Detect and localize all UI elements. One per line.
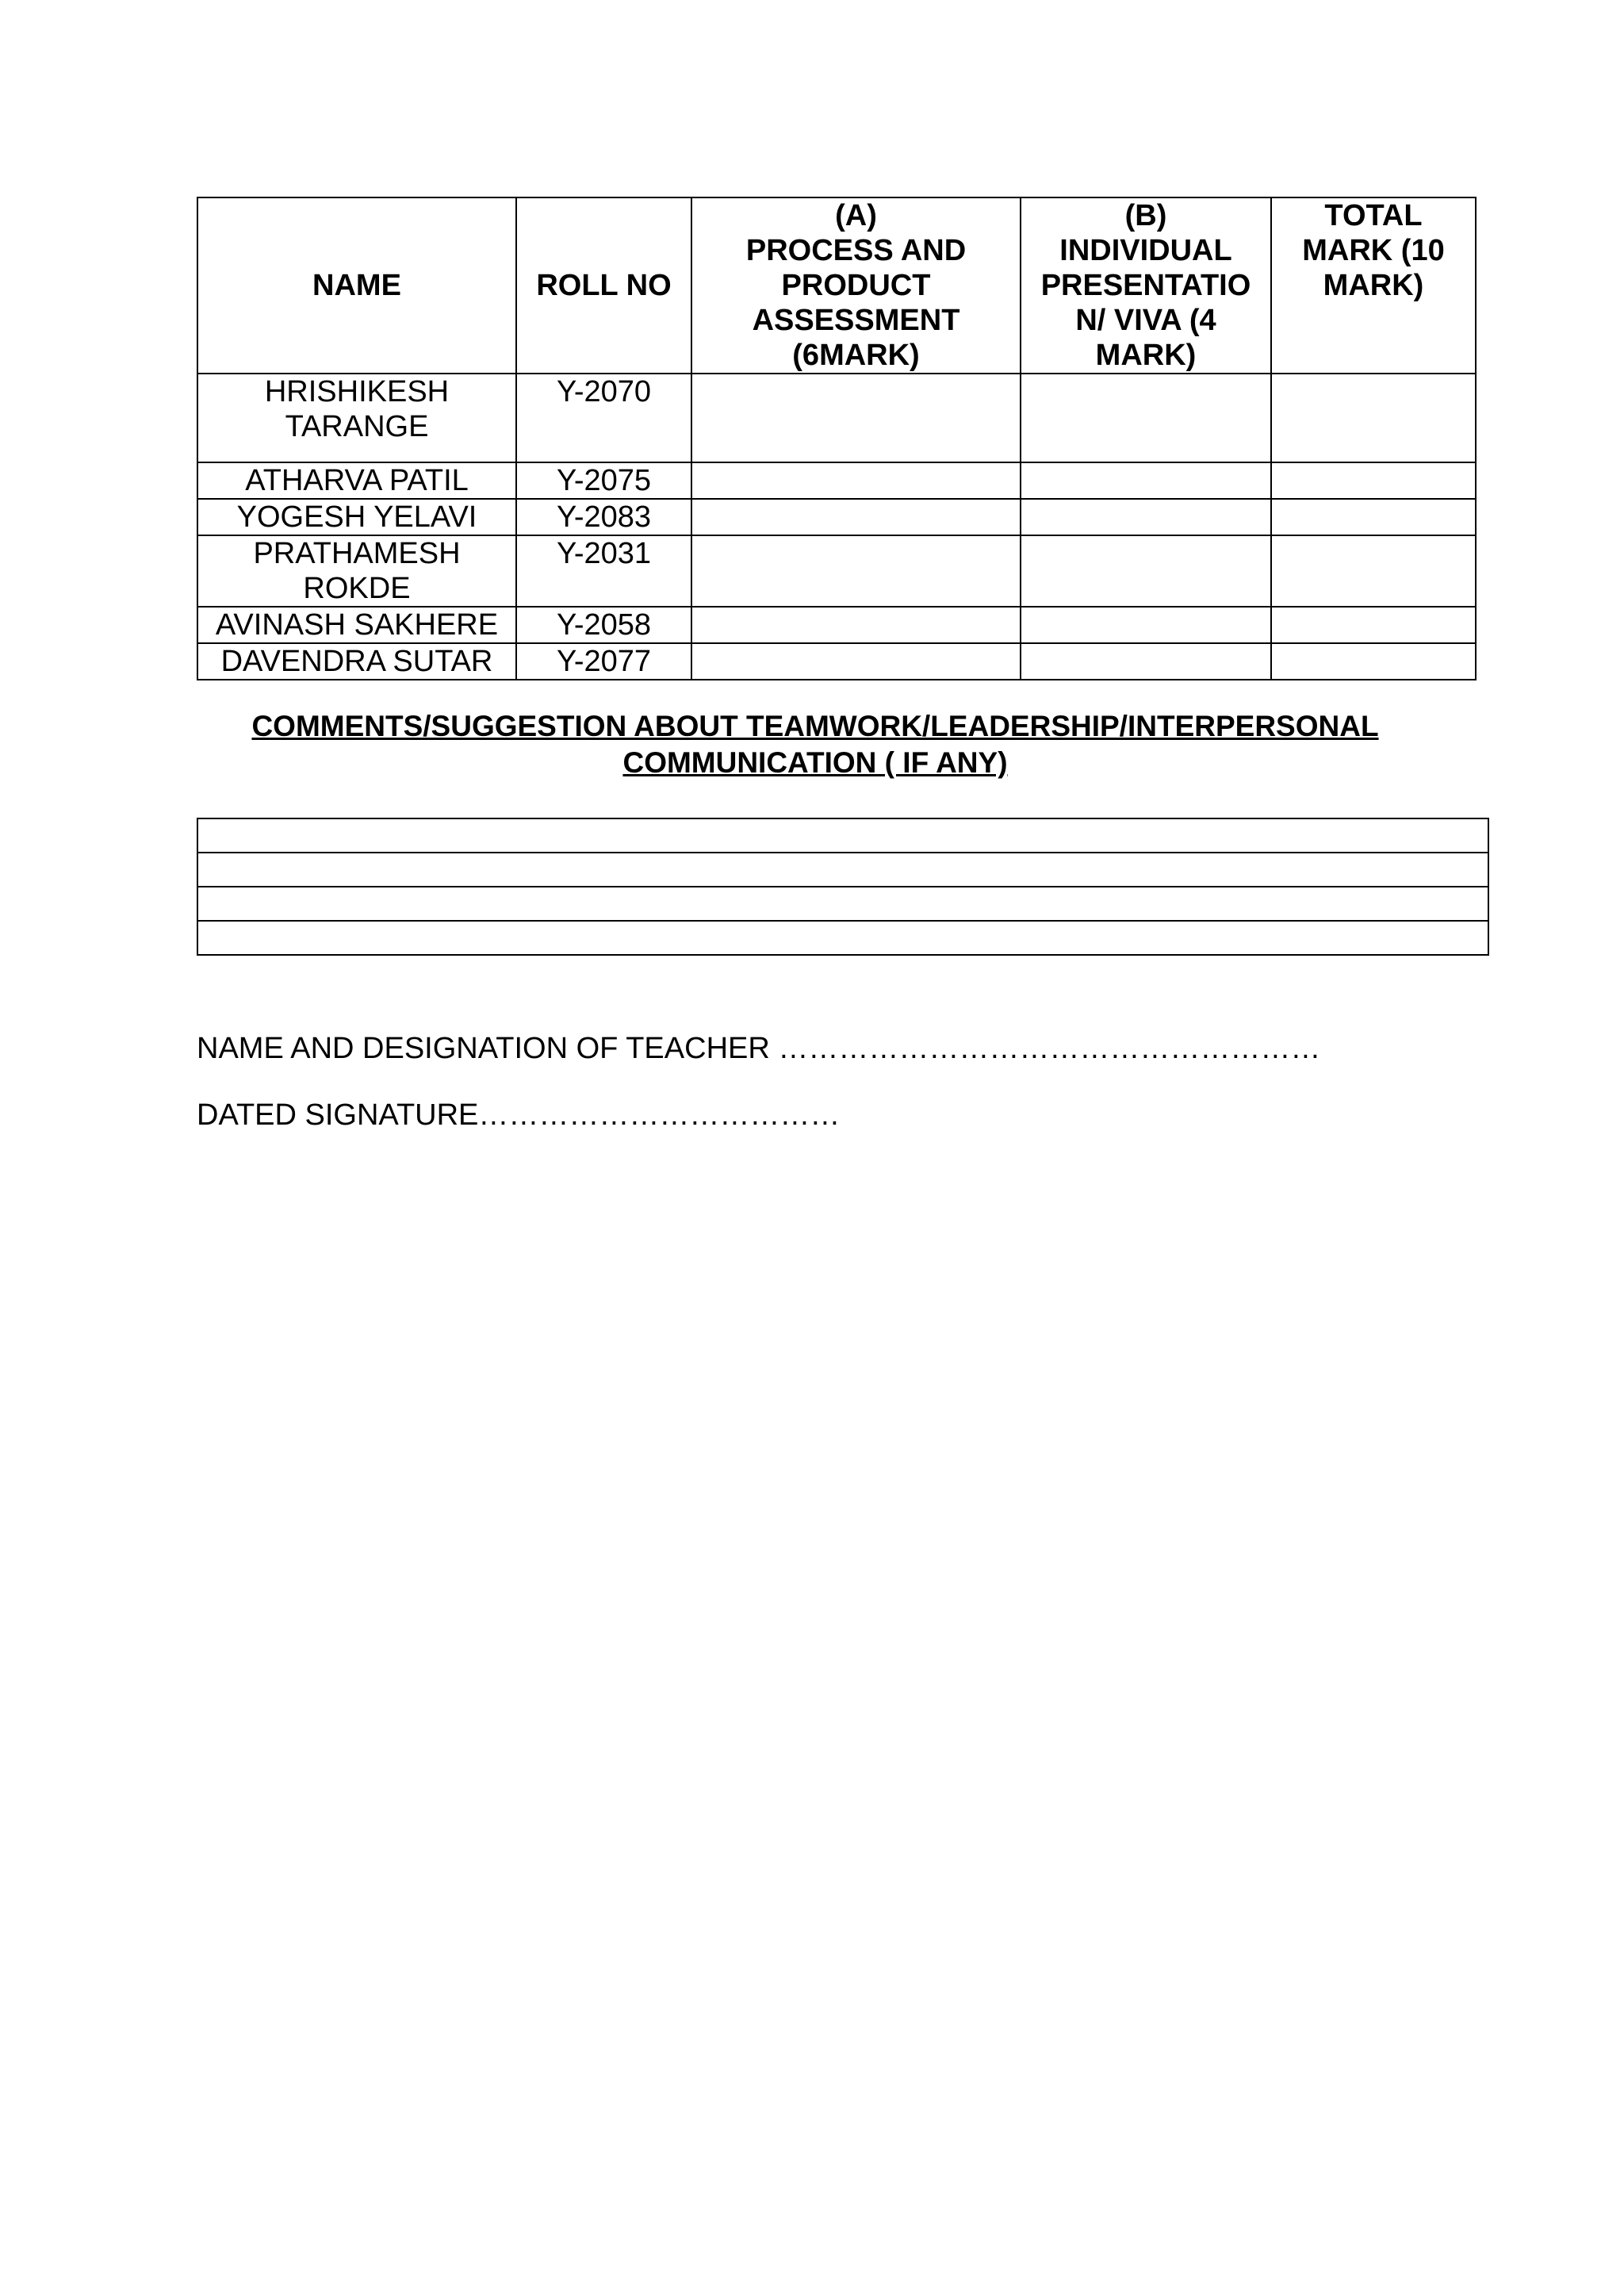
roll-number: Y-2070 — [516, 374, 691, 462]
header-total-line: MARK (10 — [1302, 234, 1445, 267]
header-total-line: TOTAL — [1324, 199, 1423, 232]
student-name: ATHARVA PATIL — [197, 462, 516, 499]
header-b-line: (B) — [1124, 199, 1167, 232]
student-name: YOGESH YELAVI — [197, 499, 516, 535]
comment-row — [197, 887, 1488, 921]
comment-cell[interactable] — [197, 853, 1488, 887]
header-a-line: PROCESS AND — [745, 234, 967, 267]
table-row — [197, 499, 1476, 535]
header-a-line: (6MARK) — [792, 339, 920, 372]
roll-number: Y-2031 — [516, 535, 691, 607]
header-b-line: INDIVIDUAL — [1059, 234, 1232, 267]
dated-signature-line: DATED SIGNATURE……………………………… — [197, 1098, 841, 1132]
header-a-line: PRODUCT — [781, 269, 931, 302]
roll-number: Y-2083 — [516, 499, 691, 535]
process-product-mark-cell[interactable] — [691, 499, 1021, 535]
comment-cell[interactable] — [197, 887, 1488, 921]
student-name-line: ROKDE — [303, 572, 411, 605]
comments-heading-line-1: COMMENTS/SUGGESTION ABOUT TEAMWORK/LEADERSHIP/INTERPERSONAL — [251, 710, 1379, 742]
header-process-product-assessment — [691, 197, 1021, 374]
comment-cell[interactable] — [197, 921, 1488, 955]
presentation-viva-mark-cell[interactable] — [1021, 462, 1271, 499]
student-name: DAVENDRA SUTAR — [197, 643, 516, 680]
total-mark-cell[interactable] — [1271, 607, 1476, 643]
comments-heading — [197, 708, 1434, 781]
total-mark-cell[interactable] — [1271, 535, 1476, 607]
presentation-viva-mark-cell[interactable] — [1021, 607, 1271, 643]
header-total-line: MARK) — [1323, 269, 1424, 302]
comment-cell[interactable] — [197, 818, 1488, 853]
process-product-mark-cell[interactable] — [691, 535, 1021, 607]
comment-row — [197, 853, 1488, 887]
student-name-line: PRATHAMESH — [253, 537, 461, 570]
total-mark-cell[interactable] — [1271, 462, 1476, 499]
marks-table — [197, 197, 1477, 680]
process-product-mark-cell[interactable] — [691, 462, 1021, 499]
comments-heading-line-2: COMMUNICATION ( IF ANY) — [622, 746, 1008, 779]
presentation-viva-mark-cell[interactable] — [1021, 535, 1271, 607]
roll-number: Y-2077 — [516, 643, 691, 680]
header-b-line: PRESENTATIO — [1040, 269, 1251, 302]
header-individual-presentation-viva — [1021, 197, 1271, 374]
process-product-mark-cell[interactable] — [691, 643, 1021, 680]
header-a-line: ASSESSMENT — [752, 304, 960, 337]
header-b-line: MARK) — [1095, 339, 1197, 372]
presentation-viva-mark-cell[interactable] — [1021, 374, 1271, 462]
student-name-line: TARANGE — [285, 410, 429, 443]
total-mark-cell[interactable] — [1271, 499, 1476, 535]
process-product-mark-cell[interactable] — [691, 607, 1021, 643]
process-product-mark-cell[interactable] — [691, 374, 1021, 462]
comment-row — [197, 921, 1488, 955]
header-b-line: N/ VIVA (4 — [1075, 304, 1216, 337]
table-row — [197, 374, 1476, 462]
total-mark-cell[interactable] — [1271, 643, 1476, 680]
header-roll-no: ROLL NO — [516, 197, 691, 374]
header-name: NAME — [197, 197, 516, 374]
roll-number: Y-2075 — [516, 462, 691, 499]
table-row — [197, 535, 1476, 607]
teacher-name-designation-line: NAME AND DESIGNATION OF TEACHER ……………………………………………… — [197, 1032, 1321, 1065]
presentation-viva-mark-cell[interactable] — [1021, 643, 1271, 680]
header-row — [197, 197, 1476, 374]
roll-number: Y-2058 — [516, 607, 691, 643]
student-name-line: HRISHIKESH — [264, 375, 450, 408]
student-name — [197, 535, 516, 607]
table-row — [197, 643, 1476, 680]
comments-table — [197, 818, 1489, 956]
student-name: AVINASH SAKHERE — [197, 607, 516, 643]
header-total-mark — [1271, 197, 1476, 374]
table-row — [197, 607, 1476, 643]
header-a-line: (A) — [835, 199, 877, 232]
comment-row — [197, 818, 1488, 853]
table-row — [197, 462, 1476, 499]
student-name — [197, 374, 516, 462]
total-mark-cell[interactable] — [1271, 374, 1476, 462]
presentation-viva-mark-cell[interactable] — [1021, 499, 1271, 535]
